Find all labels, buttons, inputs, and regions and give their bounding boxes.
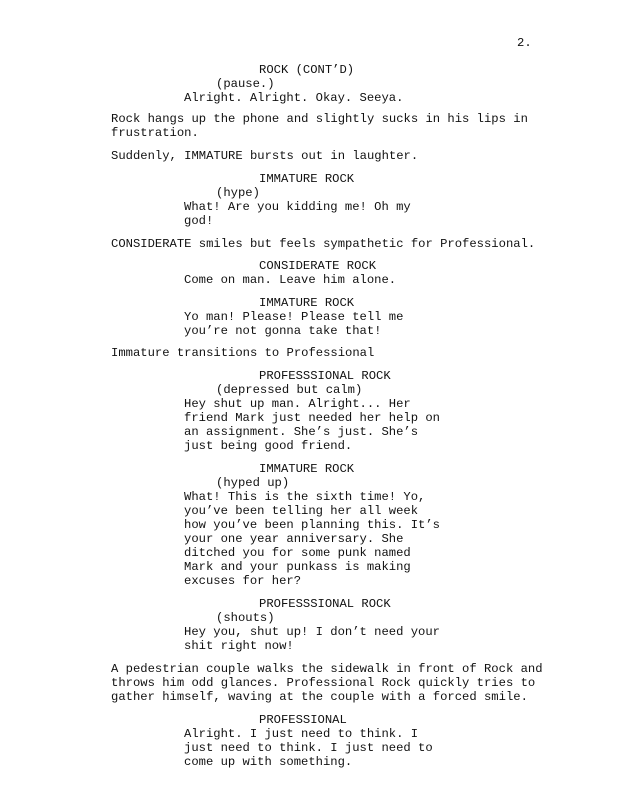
character-name: CONSIDERATE ROCK <box>259 259 377 273</box>
character-name: PROFESSIONAL <box>259 713 347 727</box>
action-line: A pedestrian couple walks the sidewalk in front of Rock and <box>111 662 543 676</box>
dialogue-line: Hey you, shut up! I don’t need your <box>184 625 440 639</box>
dialogue-line: an assignment. She’s just. She’s <box>184 425 419 439</box>
dialogue-line: What! Are you kidding me! Oh my <box>184 200 411 214</box>
character-name: ROCK (CONT’D) <box>259 63 355 77</box>
dialogue-line: Alright. Alright. Okay. Seeya. <box>184 91 404 105</box>
dialogue-line: Yo man! Please! Please tell me <box>184 310 404 324</box>
dialogue-line: What! This is the sixth time! Yo, <box>184 490 426 504</box>
dialogue-line: your one year anniversary. She <box>184 532 404 546</box>
character-name: IMMATURE ROCK <box>259 296 355 310</box>
dialogue-line: you’ve been telling her all week <box>184 504 419 518</box>
dialogue-line: Mark and your punkass is making <box>184 560 411 574</box>
character-name: PROFESSSIONAL ROCK <box>259 597 391 611</box>
parenthetical: (hyped up) <box>216 476 290 490</box>
dialogue-line: Alright. I just need to think. I <box>184 727 419 741</box>
action-line: Immature transitions to Professional <box>111 346 375 360</box>
action-line: throws him odd glances. Professional Rock quickly tries to <box>111 676 536 690</box>
action-line: Suddenly, IMMATURE bursts out in laughter. <box>111 149 419 163</box>
action-line: frustration. <box>111 126 199 140</box>
dialogue-line: god! <box>184 214 214 228</box>
dialogue-line: come up with something. <box>184 755 353 769</box>
dialogue-line: Come on man. Leave him alone. <box>184 273 397 287</box>
page-number: 2. <box>517 36 532 50</box>
character-name: PROFESSSIONAL ROCK <box>259 369 391 383</box>
dialogue-line: ditched you for some punk named <box>184 546 411 560</box>
parenthetical: (pause.) <box>216 77 275 91</box>
dialogue-line: how you’ve been planning this. It’s <box>184 518 440 532</box>
dialogue-line: just need to think. I just need to <box>184 741 433 755</box>
dialogue-line: shit right now! <box>184 639 294 653</box>
character-name: IMMATURE ROCK <box>259 172 355 186</box>
dialogue-line: Hey shut up man. Alright... Her <box>184 397 411 411</box>
action-line: gather himself, waving at the couple with a forced smile. <box>111 690 528 704</box>
dialogue-line: friend Mark just needed her help on <box>184 411 440 425</box>
dialogue-line: excuses for her? <box>184 574 302 588</box>
dialogue-line: you’re not gonna take that! <box>184 324 382 338</box>
character-name: IMMATURE ROCK <box>259 462 355 476</box>
parenthetical: (hype) <box>216 186 260 200</box>
action-line: Rock hangs up the phone and slightly sucks in his lips in <box>111 112 528 126</box>
dialogue-line: just being good friend. <box>184 439 353 453</box>
action-line: CONSIDERATE smiles but feels sympathetic for Professional. <box>111 237 536 251</box>
parenthetical: (depressed but calm) <box>216 383 363 397</box>
parenthetical: (shouts) <box>216 611 275 625</box>
